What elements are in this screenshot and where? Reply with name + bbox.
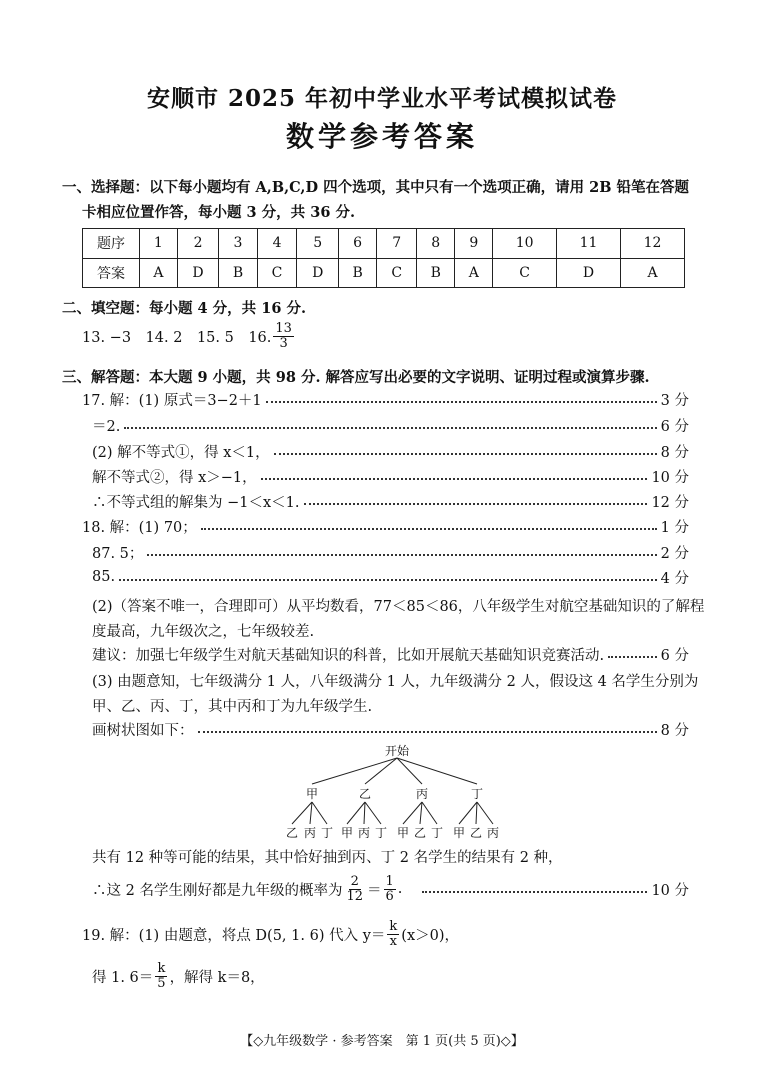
tree-leaf: 丁 xyxy=(374,826,388,840)
score: 8 分 xyxy=(660,444,689,461)
table-number: 8 xyxy=(417,229,455,259)
tree-diagram xyxy=(270,742,510,840)
dot-leader xyxy=(274,453,657,455)
q19-line2 xyxy=(92,962,265,991)
exam-title: 安顺市 2025 年初中学业水平考试模拟试卷 xyxy=(146,85,618,112)
table-answer: D xyxy=(557,258,621,288)
solution-line xyxy=(92,490,689,512)
score: 1 分 xyxy=(660,519,689,536)
dot-leader xyxy=(198,731,657,733)
table-answer: B xyxy=(219,258,257,288)
table-number: 3 xyxy=(219,229,257,259)
score: 10 分 xyxy=(651,469,689,486)
dot-leader xyxy=(119,579,657,581)
q19-text: 得 1. 6＝ xyxy=(92,970,154,986)
table-number: 9 xyxy=(455,229,493,259)
q18-result: 共有 12 种等可能的结果，其中恰好抽到丙、丁 2 名学生的结果有 2 种， xyxy=(92,850,563,866)
fill-blank-answer-text: 13. −3 14. 2 15. 5 16. xyxy=(82,330,272,346)
dot-leader xyxy=(124,427,656,429)
fraction-numerator: 2 xyxy=(350,873,359,889)
score: 8 分 xyxy=(660,722,689,739)
q19-text: 19. 解：(1) 由题意，将点 D(5, 1. 6) 代入 y＝ xyxy=(82,928,386,944)
solution-text: 解不等式②，得 x＞−1， xyxy=(92,469,257,486)
table-answer: D xyxy=(297,258,339,288)
table-number: 12 xyxy=(621,229,685,259)
table-number: 6 xyxy=(338,229,376,259)
tree-leaf: 甲 xyxy=(452,826,466,840)
solution-line xyxy=(92,414,689,436)
fraction-numerator: k xyxy=(389,919,398,934)
fraction-denominator: 3 xyxy=(279,336,288,351)
solution-text: ＝2. xyxy=(92,418,121,435)
section1-heading-line1: 一、选择题：以下每小题均有 A,B,C,D 四个选项，其中只有一个选项正确，请用 2B 铅笔在答题 xyxy=(62,179,690,196)
fraction-denominator: 12 xyxy=(346,888,363,904)
solution-text: 85. xyxy=(92,569,116,585)
page-footer: 【◇九年级数学 · 参考答案 第 1 页(共 5 页)◇】 xyxy=(240,1034,524,1049)
probability-text: ∴这 2 名学生刚好都是九年级的概率为 xyxy=(92,882,343,899)
score: 10 分 xyxy=(651,882,689,899)
q19-text: (x＞0)， xyxy=(401,928,459,944)
tree-leaf: 乙 xyxy=(285,826,299,840)
tree-leaf: 丙 xyxy=(357,826,371,840)
fraction-k-x xyxy=(387,920,399,949)
solution-text: 87. 5； xyxy=(92,545,144,562)
score: 12 分 xyxy=(651,494,689,511)
table-answer: C xyxy=(257,258,297,288)
fraction-denominator: x xyxy=(389,934,397,949)
table-answer: A xyxy=(621,258,685,288)
equals-sign: ＝ xyxy=(367,882,382,899)
table-answer: C xyxy=(493,258,557,288)
tree-leaf: 甲 xyxy=(340,826,354,840)
table-answer: B xyxy=(417,258,455,288)
q19-line1 xyxy=(82,920,459,949)
answer-table xyxy=(82,228,685,288)
score: 3 分 xyxy=(660,392,689,409)
score: 4 分 xyxy=(660,570,689,587)
q18-part2-line2: 度最高，九年级次之，七年级较差. xyxy=(92,624,315,640)
solution-line xyxy=(82,388,689,410)
tree-leaf: 丙 xyxy=(486,826,500,840)
table-number: 4 xyxy=(257,229,297,259)
solution-line xyxy=(92,440,689,462)
q19-text: ，解得 k＝8， xyxy=(169,970,265,986)
fraction-denominator: 6 xyxy=(385,888,394,904)
table-number: 10 xyxy=(493,229,557,259)
solution-line xyxy=(92,566,689,588)
solution-line xyxy=(92,643,689,665)
q18-part3-line1: (3) 由题意知，七年级满分 1 人，八年级满分 1 人，九年级满分 2 人，假设这 4 名学生分别为 xyxy=(92,674,699,690)
tree-leaf: 甲 xyxy=(396,826,410,840)
q18-part2-line1: (2)（答案不唯一，合理即可）从平均数看，77＜85＜86，八年级学生对航空基础知识的了解程 xyxy=(92,599,705,615)
tree-leaf: 丁 xyxy=(320,826,334,840)
table-answer: D xyxy=(177,258,219,288)
fraction-2-12 xyxy=(344,875,365,904)
dot-leader xyxy=(147,554,656,556)
table-number: 1 xyxy=(140,229,178,259)
solution-text: 画树状图如下： xyxy=(92,722,194,739)
tree-leaf: 乙 xyxy=(469,826,483,840)
table-answer: C xyxy=(377,258,417,288)
solution-text: 18. 解：(1) 70； xyxy=(82,519,197,536)
q18-part3-line2: 甲、乙、丙、丁，其中丙和丁为九年级学生. xyxy=(92,699,373,715)
fraction-numerator: 1 xyxy=(385,873,394,889)
tree-node: 丙 xyxy=(415,787,429,801)
fill-blank-answers xyxy=(82,322,296,351)
solution-text: 17. 解：(1) 原式＝3−2＋1 xyxy=(82,392,262,409)
solution-line xyxy=(92,465,689,487)
answer-table-header-row xyxy=(83,229,685,259)
table-answer: B xyxy=(338,258,376,288)
table-number: 7 xyxy=(377,229,417,259)
fraction-denominator: 5 xyxy=(157,976,166,991)
solution-text: ∴不等式组的解集为 −1＜x＜1. xyxy=(92,494,300,511)
score: 2 分 xyxy=(660,545,689,562)
solution-line xyxy=(92,718,689,740)
table-number: 11 xyxy=(557,229,621,259)
answer-table-answer-row xyxy=(83,258,685,288)
tree-node: 丁 xyxy=(470,787,484,801)
table-number: 2 xyxy=(177,229,219,259)
table-header-label: 题序 xyxy=(83,229,140,259)
tree-leaf: 乙 xyxy=(413,826,427,840)
tree-leaf: 丙 xyxy=(303,826,317,840)
table-answer: A xyxy=(140,258,178,288)
dot-leader xyxy=(608,656,657,658)
tree-node: 乙 xyxy=(358,787,372,801)
probability-line xyxy=(92,874,689,904)
solution-line xyxy=(82,515,689,537)
section1-heading-line2: 卡相应位置作答，每小题 3 分，共 36 分. xyxy=(82,204,356,221)
score: 6 分 xyxy=(660,647,689,664)
table-answer: A xyxy=(455,258,493,288)
fraction-numerator: 13 xyxy=(275,321,292,336)
solution-text: 建议：加强七年级学生对航天基础知识的科普，比如开展航天基础知识竞赛活动. xyxy=(92,647,605,664)
dot-leader xyxy=(201,528,657,530)
tree-root-label: 开始 xyxy=(384,744,410,758)
answer-key-title: 数学参考答案 xyxy=(285,120,478,153)
dot-leader xyxy=(304,503,648,505)
section2-heading: 二、填空题：每小题 4 分，共 16 分. xyxy=(62,300,307,317)
period: . xyxy=(397,881,403,897)
fraction-k-5 xyxy=(155,962,167,991)
dot-leader xyxy=(261,478,648,480)
tree-node: 甲 xyxy=(305,787,319,801)
section3-heading: 三、解答题：本大题 9 小题，共 98 分. 解答应写出必要的文字说明、证明过程或演算步骤. xyxy=(62,369,650,386)
solution-line xyxy=(92,541,689,563)
fraction-1-6 xyxy=(384,875,396,904)
dot-leader xyxy=(422,891,647,893)
table-answer-label: 答案 xyxy=(83,258,140,288)
score: 6 分 xyxy=(660,418,689,435)
dot-leader xyxy=(266,401,657,403)
tree-leaf: 丁 xyxy=(430,826,444,840)
fraction-13-3 xyxy=(273,322,294,351)
table-number: 5 xyxy=(297,229,339,259)
solution-text: (2) 解不等式①，得 x＜1， xyxy=(92,444,270,461)
fraction-numerator: k xyxy=(157,961,166,976)
